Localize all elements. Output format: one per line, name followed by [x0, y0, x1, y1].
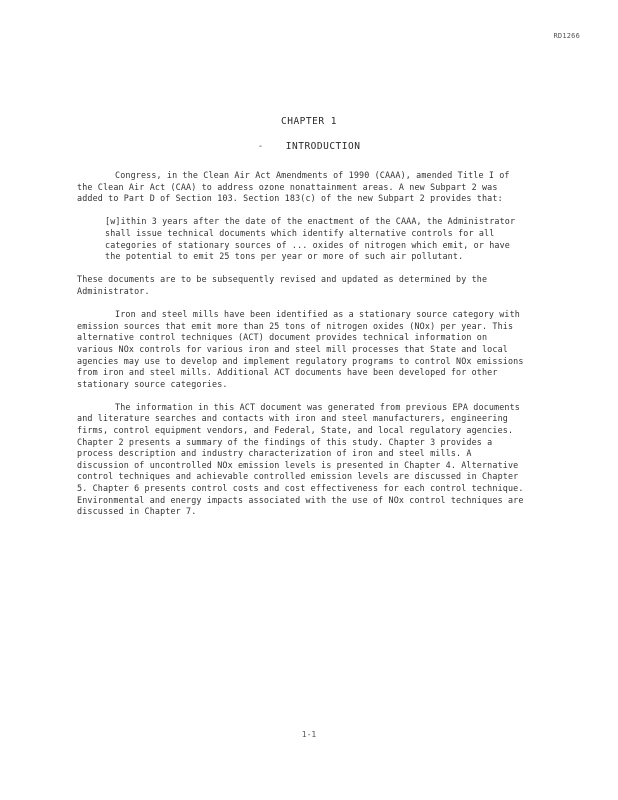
chapter-title-line [0, 141, 618, 152]
paragraph-revision: These documents are to be subsequently revised and updated as determined by the Administrator. [77, 274, 493, 296]
block-quote: [w]ithin 3 years after the date of the enactment of the CAAA, the Administrator shall issue technical documents which identify alternative controls for all categories of stationary sources of ... oxides of nitrogen which emit, or have the potential to emit 25 tons per year or more of such air pollutant. [105, 216, 521, 262]
document-body [77, 170, 527, 529]
document-id: RD1266 [553, 32, 580, 40]
page-number: 1-1 [301, 730, 317, 739]
paragraph-iron-steel: Iron and steel mills have been identified as a stationary source category with emission sources that emit more than 25 tons of nitrogen oxides (NOx) per year. This alternative control techniques (ACT) document provides technical information on various NOx controls for various iron and steel mill processes that State and local agencies may use to develop and implement regulatory programs to control NOx emissions from iron and steel mills. Additional ACT documents have been developed for other stationary source categories. [77, 309, 529, 389]
paragraph-intro: Congress, in the Clean Air Act Amendments of 1990 (CAAA), amended Title I of the Clean Air Act (CAA) to address ozone nonattainment areas. A new Subpart 2 was added to Part D of Section 103. Section 183(c) of the new Subpart 2 provides that: [77, 170, 515, 204]
chapter-title: INTRODUCTION [285, 141, 361, 152]
title-dash: - [257, 141, 264, 152]
chapter-heading: CHAPTER 1 [281, 116, 337, 127]
paragraph-information-sources: The information in this ACT document was generated from previous EPA documents and literature searches and contacts with iron and steel manufacturers, engineering firms, control equipment vendors, and Federal, State, and local regulatory agencies. Chapter 2 presents a summary of the findings of this study. Chapter 3 provides a process description and industry characterization of iron and steel mills. A discussion of uncontrolled NOx emission levels is presented in Chapter 4. Alternative control techniques and achievable controlled emission levels are discussed in Chapter 5. Chapter 6 presents control costs and cost effectiveness for each control technique. Environmental and energy impacts associated with the use of NOx control techniques are discussed in Chapter 7. [77, 401, 529, 517]
